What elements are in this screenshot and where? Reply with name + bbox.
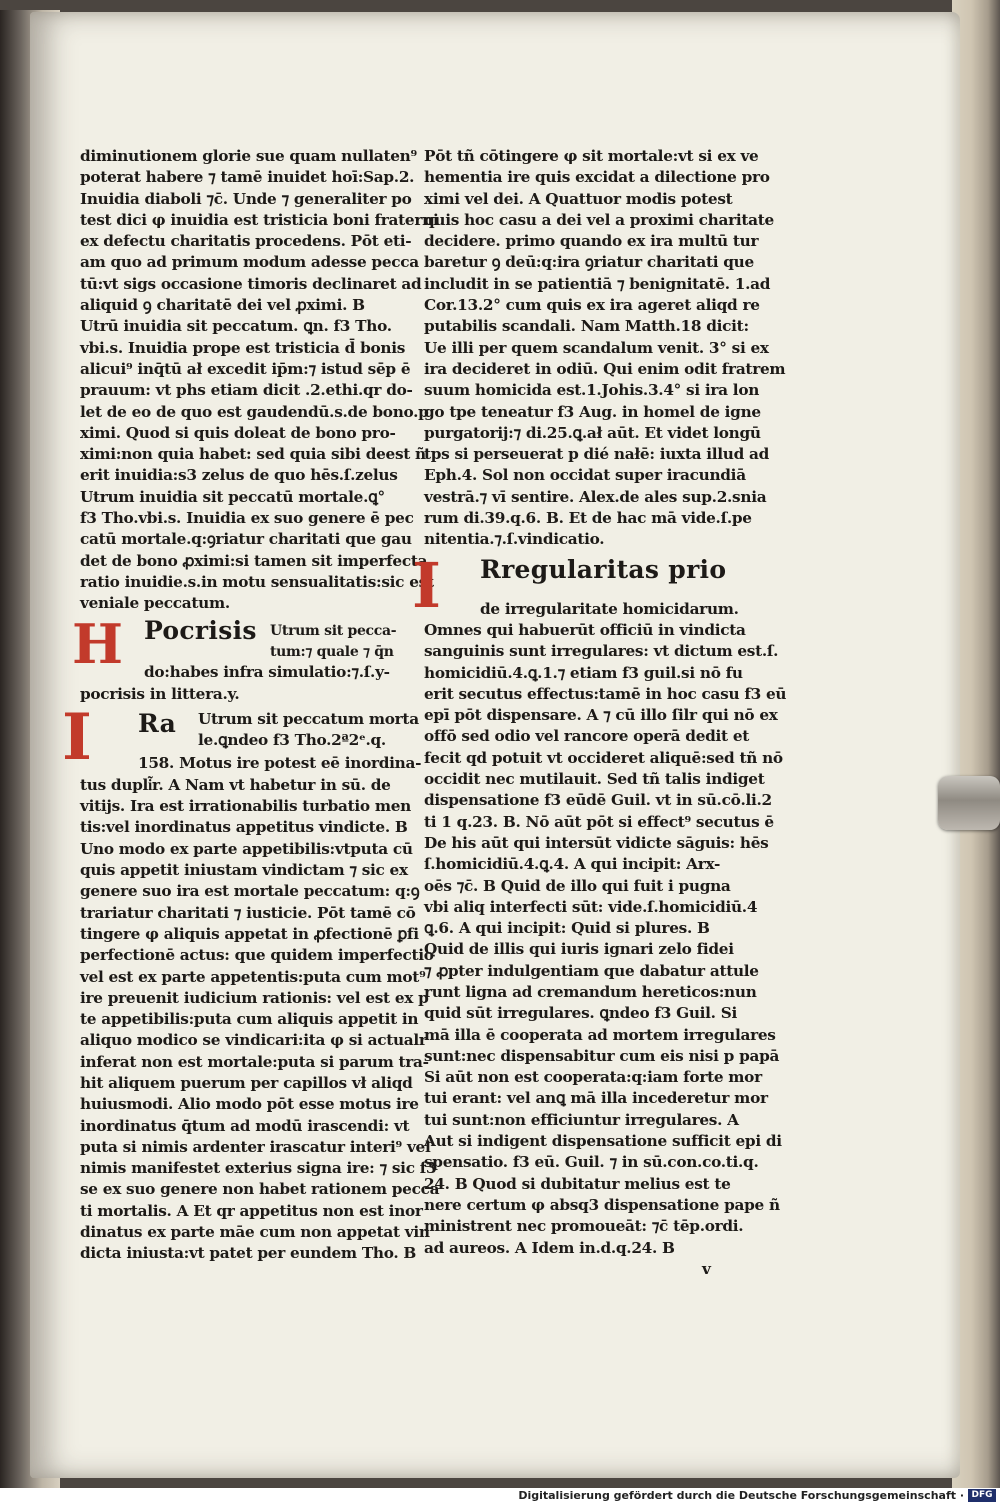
text-line: f3 Tho.vbi.s. Inuidia ex suo genere ē pec: [80, 509, 414, 528]
irregularitas-line: Aut si indigent dispensatione sufficit epi di: [424, 1132, 782, 1151]
hypocrisis-section: [72, 611, 402, 684]
text-line: nitentia.⁊.ſ.vindicatio.: [424, 530, 605, 549]
irregularitas-line: Si aūt non est cooperata:q:iam forte mor: [424, 1068, 762, 1087]
irregularitas-line: 24. B Quod si dubitatur melius est te: [424, 1174, 731, 1193]
ira-line: tis:vel inordinatus appetitus vindicte. B: [80, 818, 408, 837]
irregularitas-line: offō sed odio vel rancore operā dedit et: [424, 727, 750, 746]
ira-line: inferat non est mortale:puta si parum tra-: [80, 1052, 429, 1071]
irregularitas-line: sunt:nec dispensabitur cum eis nisi p papā: [424, 1046, 780, 1065]
irregularitas-line: quid sūt irregulares. ꝗndeo f3 Guil. Si: [424, 1004, 737, 1023]
text-line: catū mortale.q:ꝯriatur charitati que gau: [80, 530, 412, 549]
text-line: includit in se patientiā ⁊ benignitatē. 1.ad: [424, 274, 771, 293]
hypocrisis-line: pocrisis in littera.y.: [80, 684, 240, 703]
ira-line: Utrum sit peccatum morta: [198, 709, 419, 728]
right-text-block-irregularitas: [424, 620, 787, 1259]
text-line: ira decideret in odiū. Qui enim odit fratrem: [424, 359, 786, 378]
irregularitas-line: Quid de illis qui iuris ignari zelo fidei: [424, 940, 734, 959]
text-line: tū:vt sigs occasione timoris declinaret ad: [80, 274, 422, 293]
catchword: v: [702, 1259, 711, 1278]
text-line: Inuidia diaboli ⁊c̄. Unde ⁊ generaliter po: [80, 189, 412, 208]
text-line: quis hoc casu a dei vel a proximi charitate: [424, 210, 774, 229]
irregularitas-line: epī pōt dispensare. A ⁊ cū illo ſilr qui nō ex: [424, 706, 778, 725]
irregularitas-line: ti 1 q.23. B. Nō aūt pōt si effect⁹ secutus ē: [424, 812, 774, 831]
irregularitas-line: ⁊ ꝓpter indulgentiam que dabatur attule: [424, 961, 759, 980]
text-line: ximi. Quod si quis doleat de bono pro-: [80, 423, 396, 442]
left-column: [62, 146, 440, 1265]
text-line: vestrā.⁊ vī sentire. Alex.de ales sup.2.snia: [424, 487, 767, 506]
text-line: Ue illi per quem scandalum venit. 3° si ex: [424, 338, 769, 357]
text-line: Utrū inuidia sit peccatum. ꝗn. f3 Tho.: [80, 317, 392, 336]
irregularitas-line: Omnes qui habuerūt officiū in vindicta: [424, 620, 746, 639]
ira-line: aliquo modico se vindicari:ita φ si actualr: [80, 1031, 427, 1050]
ira-line: perfectionē actus: que quidem imperfectio: [80, 946, 434, 965]
text-line: decidere. primo quando ex ira multū tur: [424, 232, 759, 251]
irregularitas-red-initial: I: [412, 548, 441, 622]
text-line: purgatorij:⁊ di.25.ꝗ.ał aūt. Et videt longū: [424, 423, 761, 442]
text-line: ex defectu charitatis procedens. Pōt eti-: [80, 232, 412, 251]
irregularitas-heading: Rregularitas prio: [480, 554, 727, 584]
irregularitas-line: fecit qd potuit vt occideret aliquē:sed tñ nō: [424, 748, 783, 767]
text-line: Pōt tñ cōtingere φ sit mortale:vt si ex ve: [424, 147, 759, 165]
irregularitas-line: occidit nec mutilauit. Sed tñ talis indiget: [424, 770, 765, 789]
ira-line: inordinatus q̄tum ad modū irascendi: vt: [80, 1116, 410, 1135]
hypocrisis-line: tum:⁊ quale ⁊ q̄n: [270, 643, 394, 660]
ira-red-initial: I: [62, 699, 92, 775]
text-line: hementia ire quis excidat a dilectione pro: [424, 168, 770, 187]
ira-line: puta si nimis ardenter irascatur interi⁹ vel: [80, 1137, 431, 1156]
hypocrisis-red-initial: H: [72, 611, 123, 676]
ira-line: ire preuenit iudicium rationis: vel est ex p: [80, 988, 429, 1007]
text-line: prauum: vt phs etiam dicit .2.ethi.qr do-: [80, 381, 413, 400]
ira-line: vitijs. Ira est irrationabilis turbatio men: [80, 797, 411, 816]
ira-line: Uno modo ex parte appetibilis:vtputa cū: [80, 839, 413, 858]
text-line: diminutionem glorie sue quam nullaten⁹: [80, 147, 417, 165]
text-line: vbi.s. Inuidia prope est tristicia d̄ bonis: [80, 338, 406, 357]
footer-text: Digitalisierung gefördert durch die Deutsche Forschungsgemeinschaft ·: [518, 1489, 964, 1502]
text-line: go tpe teneatur f3 Aug. in homel de igne: [424, 402, 761, 421]
text-line: tps si perseuerat p dié nałē: iuxta illud ad: [424, 445, 770, 464]
left-text-block-ira: [80, 775, 440, 1265]
ira-line: dinatus ex parte māe cum non appetat vin: [80, 1223, 430, 1242]
irregularitas-line: spensatio. f3 eū. Guil. ⁊ in sū.con.co.ti.q.: [424, 1153, 759, 1172]
irregularitas-line: ministrent nec promoueāt: ⁊c̄ tēp.ordi.: [424, 1217, 744, 1236]
ira-line: 158. Motus ire potest eē inordina-: [138, 753, 422, 772]
text-line: erit inuidia:s3 zelus de quo hēs.ſ.zelus: [80, 466, 398, 485]
irregularitas-line: oēs ⁊c̄. B Quid de illo qui fuit i pugna: [424, 876, 731, 895]
hypocrisis-heading: Pocrisis: [144, 615, 257, 645]
text-line: test dici φ inuidia est tristicia boni fraterni: [80, 210, 439, 229]
text-line: let de eo de quo est gaudendū.s.de bono.p: [80, 402, 429, 421]
text-line: veniale peccatum.: [80, 594, 230, 613]
text-line: poterat habere ⁊ tamē inuidet hoī:Sap.2.: [80, 168, 415, 187]
irregularitas-line: homicidiū.4.ꝗ.1.⁊ etiam f3 guil.si nō fu: [424, 663, 743, 682]
irregularitas-line: erit secutus effectus:tamē in hoc casu f3 eū: [424, 684, 787, 703]
text-line: ximi:non quia habet: sed quia sibi deest ñ: [80, 445, 426, 464]
left-text-block-envy: [80, 146, 439, 615]
irregularitas-line: ad aureos. A Idem in.d.q.24. B: [424, 1238, 675, 1257]
ira-line: ti mortalis. A Et qr appetitus non est inor: [80, 1201, 423, 1220]
ira-line: tingere φ aliquis appetat in ꝓfectionē ꝑfi: [80, 924, 419, 943]
text-line: ratio inuidie.s.in motu sensualitatis:sic est: [80, 572, 434, 591]
ira-line: vel est ex parte appetentis:puta cum mot⁹: [80, 967, 426, 986]
text-line: aliquid ꝯ charitatē dei vel ꝓximi. B: [80, 296, 365, 315]
ira-line: te appetibilis:puta cum aliquis appetit in: [80, 1010, 419, 1029]
ira-heading: Ra: [138, 708, 177, 738]
irregularitas-line: de irregularitate homicidarum.: [480, 599, 739, 618]
text-line: rum di.39.q.6. B. Et de hac mā vide.ſ.pe: [424, 509, 752, 528]
irregularitas-line: ꝗ.6. A qui incipit: Quid si plures. B: [424, 919, 710, 938]
irregularitas-line: runt ligna ad cremandum hereticos:nun: [424, 982, 757, 1001]
dfg-logo: DFG: [968, 1489, 996, 1502]
text-line: Utrum inuidia sit peccatū mortale.ꝗ°: [80, 487, 385, 506]
footer-bar: [0, 1488, 1000, 1504]
ira-line: quis appetit iniustam vindictam ⁊ sic ex: [80, 861, 408, 880]
ira-line: se ex suo genere non habet rationem pecca: [80, 1180, 440, 1199]
irregularitas-line: De his aūt qui intersūt vidicte sāguis: hēs: [424, 833, 769, 852]
ira-line: huiusmodi. Alio modo pōt esse motus ire: [80, 1095, 419, 1114]
text-line: am quo ad primum modum adesse pecca: [80, 253, 419, 272]
irregularitas-line: vbi aliq interfecti sūt: vide.ſ.homicidiū.4: [424, 897, 758, 916]
ira-line: trariatur charitati ⁊ iusticie. Pōt tamē cō: [80, 903, 416, 922]
text-line: putabilis scandali. Nam Matth.18 dicit:: [424, 317, 749, 336]
text-line: baretur ꝯ deū:q:ira ꝯriatur charitati que: [424, 253, 754, 272]
text-line: ximi vel dei. A Quattuor modis potest: [424, 189, 733, 208]
right-text-block-ira-cont: [424, 146, 786, 551]
ira-line: le.ꝗndeo f3 Tho.2ª2ᵉ.q.: [198, 731, 386, 750]
text-line: Cor.13.2° cum quis ex ira ageret aliqd re: [424, 296, 760, 315]
text-line: suum homicida est.1.Johis.3.4° si ira lon: [424, 381, 760, 400]
text-line: Eph.4. Sol non occidat super iracundiā: [424, 466, 746, 485]
irregularitas-line: nere certum φ absq3 dispensatione pape ñ: [424, 1195, 780, 1214]
irregularitas-line: ſ.homicidiū.4.ꝗ.4. A qui incipit: Arx-: [424, 855, 721, 874]
ira-line: genere suo ira est mortale peccatum: q:ꝯ: [80, 882, 420, 901]
irregularitas-line: dispensatione f3 eūdē Guil. vt in sū.cō.li.2: [424, 791, 772, 810]
ira-section: [62, 699, 422, 775]
text-line: alicui⁹ inq̄tū ał excedit ip̄m:⁊ istud sēp ē: [80, 359, 411, 378]
ira-line: nimis manifestet exterius signa ire: ⁊ sic f3: [80, 1159, 437, 1178]
ira-line: tus dupli͂r. A Nam vt habetur in sū. de: [80, 775, 391, 794]
irregularitas-line: mā illa ē cooperata ad mortem irregulares: [424, 1025, 776, 1044]
page-clip: [938, 776, 1000, 830]
text-line: det de bono ꝓximi:si tamen sit imperfecta: [80, 551, 428, 570]
right-column: [412, 146, 787, 1280]
hypocrisis-line: do:habes infra simulatio:⁊.ſ.y-: [144, 662, 390, 681]
hypocrisis-line: Utrum sit pecca-: [270, 622, 397, 639]
irregularitas-line: sanguinis sunt irregulares: vt dictum est.ſ.: [424, 642, 779, 661]
irregularitas-line: tui sunt:non efficiuntur irregulares. A: [424, 1110, 739, 1129]
irregularitas-line: tui erant: vel anꝗ mā illa incederetur mor: [424, 1089, 768, 1108]
ira-line: hit aliquem puerum per capillos vł aliqd: [80, 1073, 413, 1092]
ira-line: dicta iniusta:vt patet per eundem Tho. B: [80, 1244, 417, 1263]
